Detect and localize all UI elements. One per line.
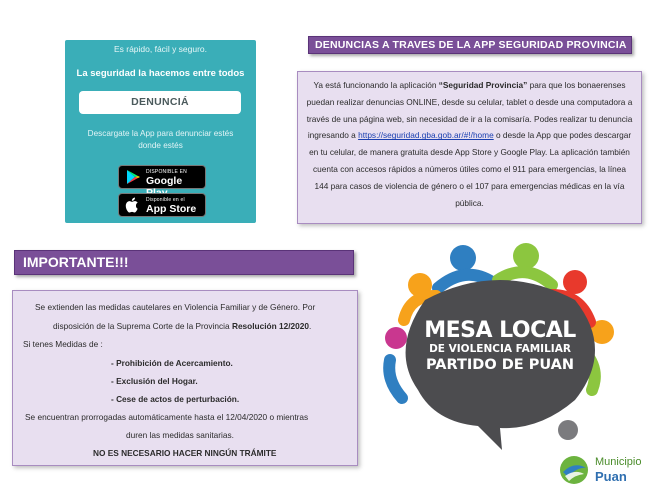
municipio-line-1: Municipio: [595, 456, 642, 468]
resolucion-label: Resolución 12/2020: [231, 321, 309, 331]
municipio-line-2: Puan: [595, 469, 627, 484]
mesa-local-logo: [380, 240, 620, 465]
denuncias-box: [297, 71, 642, 224]
app-promo-panel: [65, 40, 256, 223]
logo-line-1: MESA LOCAL: [424, 318, 576, 343]
denuncia-button[interactable]: DENUNCIÁ: [79, 91, 241, 114]
denuncias-title: DENUNCIAS A TRAVES DE LA APP SEGURIDAD PROVINCIA: [308, 36, 632, 54]
seguridad-link[interactable]: https://seguridad.gba.gob.ar/#!/home: [358, 130, 494, 141]
medidas-line-6: NO ES NECESARIO HACER NINGÚN TRÁMITE: [93, 448, 277, 458]
download-text: Descargate la App para denunciar estés donde estés: [87, 129, 234, 150]
app-name: “Seguridad Provincia”: [438, 80, 528, 90]
app-tagline: Es rápido, fácil y seguro.: [113, 44, 208, 54]
medidas-line-1: Se extienden las medidas cautelares en Violencia Familiar y de Género. Por: [35, 302, 316, 312]
medida-item-3: - Cese de actos de perturbación.: [111, 394, 240, 404]
app-store-badge[interactable]: [118, 193, 206, 217]
logo-line-3: PARTIDO DE PUAN: [425, 357, 575, 373]
google-play-badge[interactable]: [118, 165, 206, 189]
municipio-logo: [557, 453, 657, 489]
medidas-line-2c: .: [308, 321, 312, 331]
medidas-line-2: [53, 321, 311, 331]
municipio-emblem-icon: [559, 455, 589, 485]
google-play-label: Google: [146, 175, 183, 187]
medida-item-1: - Prohibición de Acercamiento.: [111, 358, 233, 368]
denuncias-text-2: para que los bonaerenses puedan realizar denuncias ONLINE, desde su celular, tablet o desde una computadora a través de una página web, sin necesidad de ir a la comisaría. Podes realizar tu denuncia ingresando a: [306, 80, 633, 141]
google-play-small: DISPONIBLE EN: [146, 169, 187, 175]
denuncias-text-3: o desde la App que podes descargar en tu celular, de manera gratuita desde App Store y Google Play. La aplicación también cuenta con accesos rápidos a números útiles como el 911 para emergencias, la línea 144 para casos de violencia de género o el 107 para emergencias médicas en la vía pública.: [309, 130, 632, 208]
denuncias-text: [298, 72, 641, 211]
app-headline: La seguridad la hacemos entre todos: [76, 68, 245, 79]
logo-line-2: DE VIOLENCIA FAMILIAR: [429, 343, 571, 355]
medida-item-2: - Exclusión del Hogar.: [111, 376, 198, 386]
denuncias-text-1: Ya está funcionando la aplicación: [313, 80, 439, 90]
app-store-small: Disponible en el: [146, 197, 185, 203]
medidas-line-4: Se encuentran prorrogadas automáticamente hasta el 12/04/2020 o mientras: [25, 412, 309, 422]
importante-title: IMPORTANTE!!!: [14, 250, 354, 275]
apple-icon: [125, 197, 141, 213]
google-play-icon: [125, 169, 141, 185]
medidas-line-2a: disposición de la Suprema Corte de la Provincia: [53, 321, 232, 331]
medidas-box: [12, 290, 358, 466]
medidas-line-3: Si tenes Medidas de :: [23, 339, 103, 349]
app-store-label: App Store: [146, 203, 197, 215]
medidas-line-5: duren las medidas sanitarias.: [126, 430, 234, 440]
